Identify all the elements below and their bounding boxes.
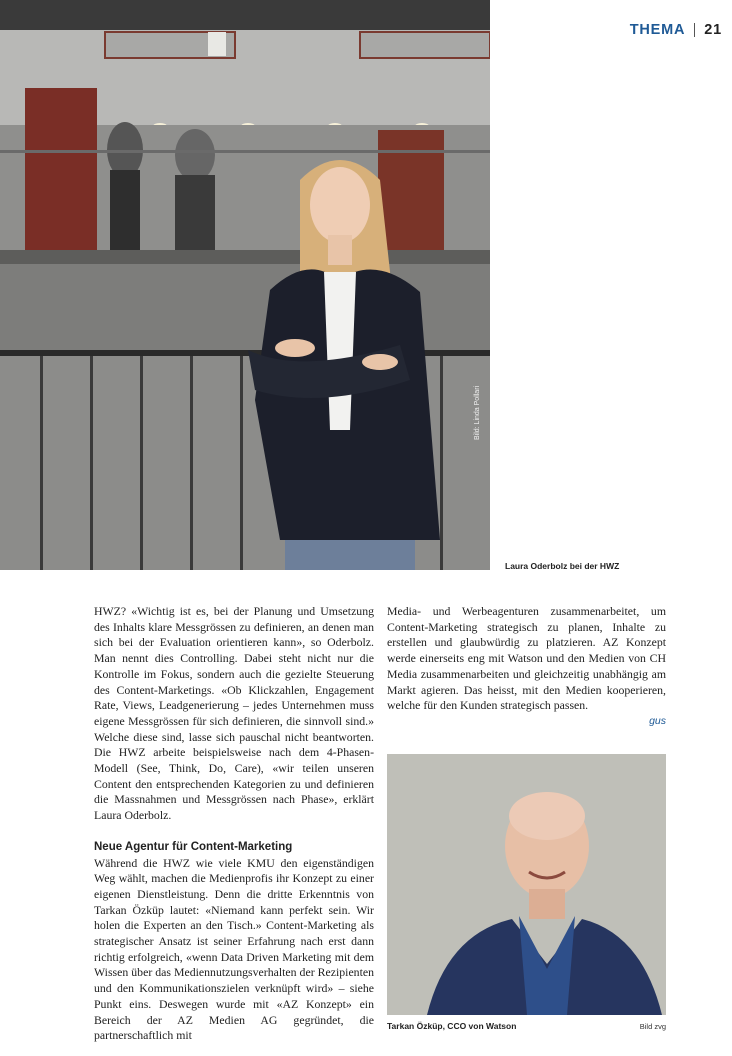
paragraph: HWZ? «Wichtig ist es, bei der Planung und Umsetzung des Inhalts klare Messgrössen zu definieren, an denen man sich bei der Evaluation orientieren kann», so Oderbolz. Man nennt dies Controlling. Dabei steht nicht nur die Kontrolle im Fokus, sondern auch die gezielte Steuerung des Content-Marketings. «Ob Klickzahlen, Engagement Rate, Views, Leadgenerierung – jedes Unternehmen muss eigene Messgrössen für sich definieren, die sinnvoll sind.» Welche diese sind, lasse sich pauschal nicht beantworten. Die HWZ arbeite beispielsweise nach dem 4-Phasen-Modell (See, Think, Do, Care), «wir teilen unseren Content den entsprechenden Kategorien zu und definieren die Massnahmen und Messgrössen nach Phase», erklärt Laura Oderbolz. <box>94 604 374 823</box>
portrait-caption: Tarkan Özküp, CCO von Watson <box>387 1021 517 1031</box>
page-number: 21 <box>704 22 722 38</box>
subheading: Neue Agentur für Content-Marketing <box>94 840 293 853</box>
text-column-right <box>387 604 666 730</box>
author-signature: gus <box>649 714 666 727</box>
paragraph: Während die HWZ wie viele KMU den eigenständigen Weg wählt, machen die Medienprofis ihr Konzept zu einer eigenen Dienstleistung. Denn die dritte Erkenntnis von Tarkan Özküp lautet: «Niemand kann perfekt sein. Wir holen die Experten an den Tisch.» Content-Marketing als strategischer Ansatz ist seiner Erfahrung nach erst dann richtig erfolgreich, «wenn Data Driven Marketing mit dem Wissen über das Mediennutzungsverhalten der Rezipienten und den Kommunikationszielen verknüpft wird» – siehe Punkt eins. Deswegen wurde mit «AZ Konzept» ein Bereich der AZ Medien AG gegründet, die partnerschaftlich mit <box>94 855 374 1043</box>
page-header <box>630 22 722 38</box>
paragraph: Media- und Werbeagenturen zusammenarbeitet, um Content-Marketing strategisch zu planen, Inhalte zu erstellen und glaubwürdig zu platzieren. AZ Konzept werde einerseits eng mit Watson und den Medien von CH Media zusammenarbeiten und gleichzeitig unabhängig am Markt agieren. Das heisst, mit den Medien kooperieren, welche für den Kunden strategisch passen. <box>387 604 666 713</box>
photo-credit: Bild: Linda Pollari <box>474 385 481 440</box>
main-photo <box>0 0 490 570</box>
header-divider <box>694 23 695 37</box>
photo-man-icon <box>387 754 666 1015</box>
section-label: THEMA <box>629 22 686 38</box>
text-column-left <box>94 604 374 1044</box>
portrait-credit: Bild zvg <box>639 1022 666 1031</box>
photo-caption: Laura Oderbolz bei der HWZ <box>505 561 620 571</box>
photo-woman-icon <box>0 0 490 570</box>
portrait-photo <box>387 754 666 1015</box>
